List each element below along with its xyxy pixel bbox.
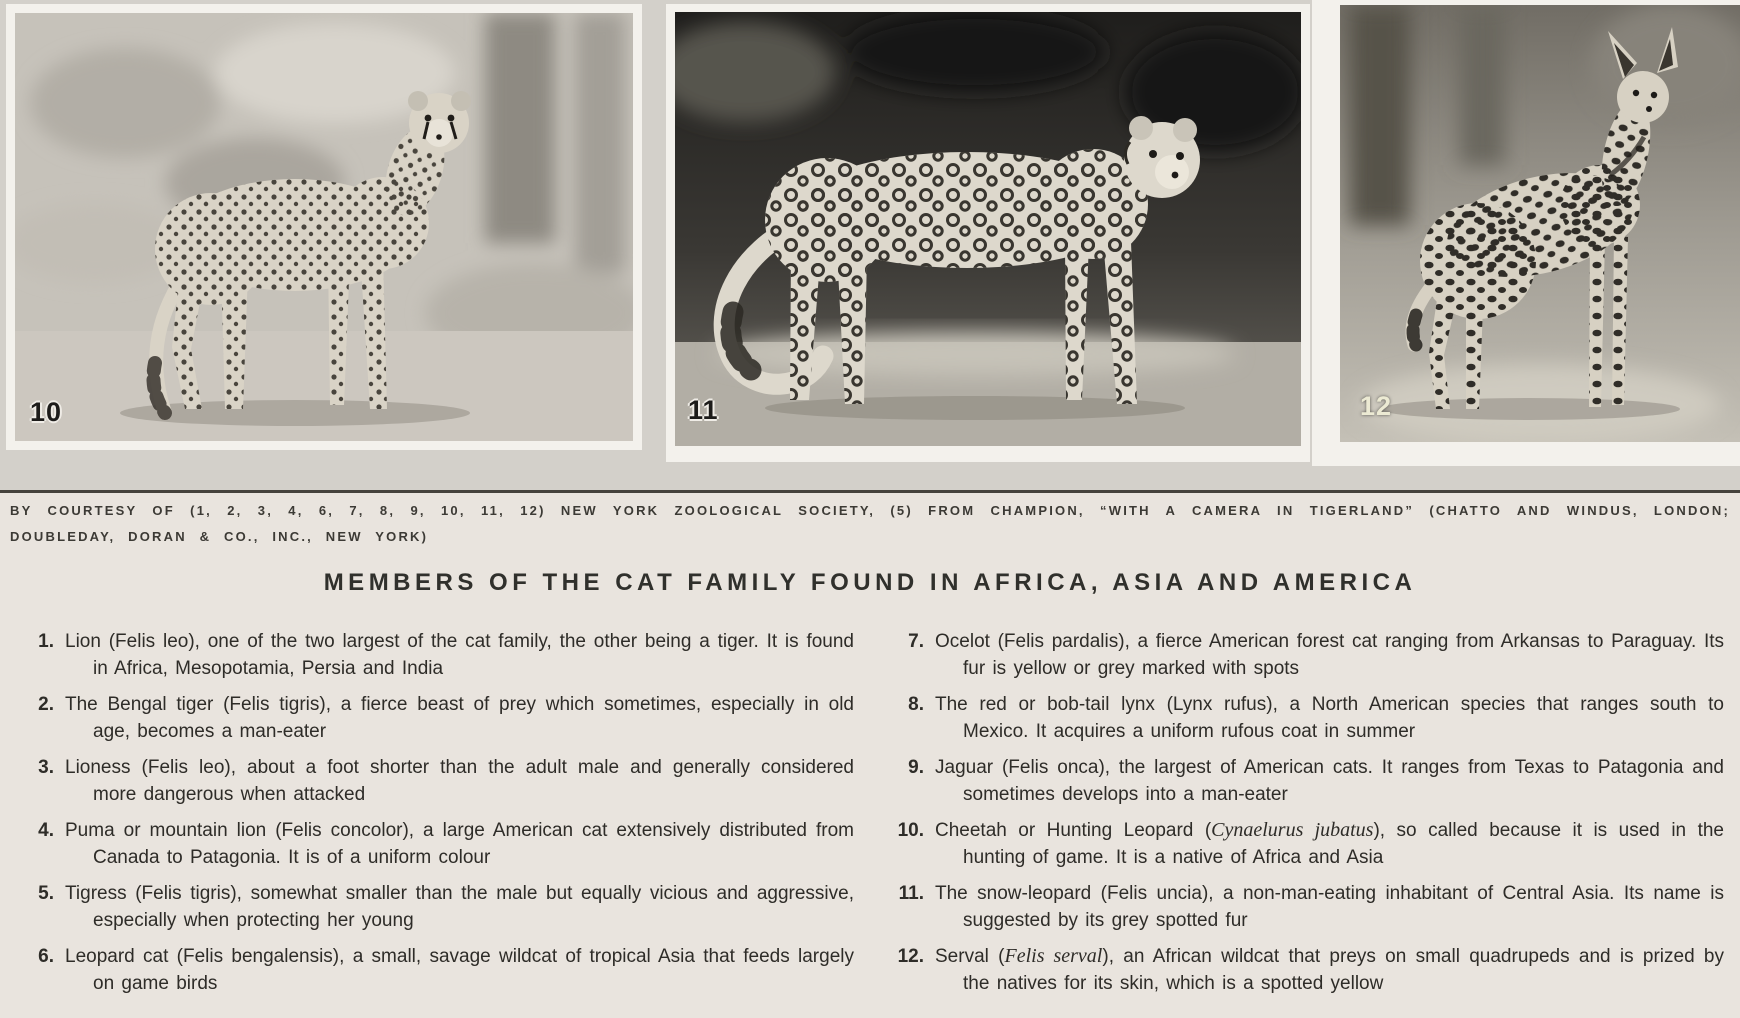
entry-text: Ocelot (Felis pardalis), a fierce American forest cat ranging from Arkansas to Paraguay. Its fur is yellow or grey marked with spots <box>935 631 1724 679</box>
page-title: MEMBERS OF THE CAT FAMILY FOUND IN AFRICA, ASIA AND AMERICA <box>323 569 1417 596</box>
list-item <box>18 817 854 871</box>
cheetah-photo-illustration <box>15 13 633 441</box>
entry-number: 1. <box>38 631 54 652</box>
entry-number: 7. <box>908 631 924 652</box>
serval-photo-illustration <box>1340 5 1740 442</box>
photo-number-label: 11 <box>688 395 719 425</box>
list-item <box>888 943 1724 997</box>
entry-number: 11. <box>898 883 924 904</box>
entry-text: The Bengal tiger (Felis tigris), a fierce beast of prey which sometimes, especially in old age, becomes a man-eater <box>65 694 854 742</box>
entry-text: Cheetah or Hunting Leopard (Cynaelurus jubatus), so called because it is used in the hunting of game. It is a native of Africa and Asia <box>935 819 1724 868</box>
divider-rule <box>0 490 1740 493</box>
entry-text: Lion (Felis leo), one of the two largest of the cat family, the other being a tiger. It is found in Africa, Mesopotamia, Persia and India <box>65 631 854 679</box>
entry-text: Serval (Felis serval), an African wildcat that preys on small quadrupeds and is prized by the natives for its skin, which is a spotted yellow <box>935 945 1724 994</box>
list-item <box>888 691 1724 745</box>
entry-number: 9. <box>908 757 924 778</box>
list-item <box>888 817 1724 871</box>
entry-number: 10. <box>897 820 924 841</box>
entry-text: Jaguar (Felis onca), the largest of American cats. It ranges from Texas to Patagonia and sometimes develops into a man-eater <box>935 757 1724 805</box>
list-item <box>888 754 1724 808</box>
photo-band <box>0 0 1740 490</box>
entry-text: Leopard cat (Felis bengalensis), a small, savage wildcat of tropical Asia that feeds largely on game birds <box>65 946 854 994</box>
entry-number: 3. <box>38 757 54 778</box>
entry-number: 2. <box>38 694 54 715</box>
photo-number-label: 10 <box>30 397 63 427</box>
entries-column-left <box>18 628 854 1006</box>
snow-leopard-photo-illustration <box>675 12 1301 446</box>
list-item <box>18 943 854 997</box>
entry-text: Puma or mountain lion (Felis concolor), a large American cat extensively distributed from Canada to Patagonia. It is of a uniform colour <box>65 820 854 868</box>
entry-text: Lioness (Felis leo), about a foot shorter than the adult male and generally considered more dangerous when attacked <box>65 757 854 805</box>
photo-number-label: 12 <box>1360 391 1393 421</box>
photograph-serval <box>1312 0 1740 466</box>
list-item <box>18 691 854 745</box>
photograph-snow-leopard <box>666 4 1310 462</box>
entry-text: Tigress (Felis tigris), somewhat smaller than the male but equally vicious and aggressive, especially when protecting her young <box>65 883 854 931</box>
entry-number: 4. <box>38 820 54 841</box>
photograph-cheetah <box>6 4 642 450</box>
list-item <box>18 754 854 808</box>
list-item <box>18 880 854 934</box>
entry-number: 8. <box>908 694 924 715</box>
credit-line-2: DOUBLEDAY, DORAN & CO., INC., NEW YORK) <box>10 529 429 544</box>
entry-text: The snow-leopard (Felis uncia), a non-man-eating inhabitant of Central Asia. Its name is suggested by its grey spotted fur <box>935 883 1724 931</box>
entries-column-right <box>888 628 1724 1006</box>
entry-number: 5. <box>38 883 54 904</box>
list-item <box>888 880 1724 934</box>
list-item <box>18 628 854 682</box>
list-item <box>888 628 1724 682</box>
credit-line-1: BY COURTESY OF (1, 2, 3, 4, 6, 7, 8, 9, 10, 11, 12) NEW YORK ZOOLOGICAL SOCIETY, (5) FROM CHAMPION, “WITH A CAMERA IN TIGERLAND” (CHATTO AND WINDUS, LONDON; <box>10 503 1730 518</box>
entry-number: 6. <box>38 946 54 967</box>
entry-text: The red or bob-tail lynx (Lynx rufus), a North American species that ranges south to Mexico. It acquires a uniform rufous coat in summer <box>935 694 1724 742</box>
key-columns <box>18 628 1724 1006</box>
entry-number: 12. <box>897 946 924 967</box>
